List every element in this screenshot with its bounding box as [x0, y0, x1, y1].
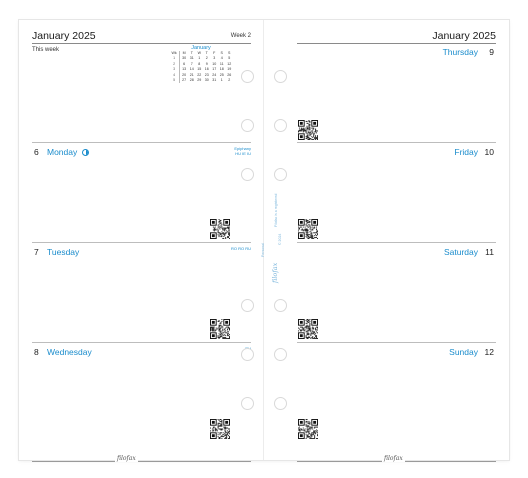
mini-calendar-cell: 10 [212, 61, 217, 66]
header-rule [32, 43, 251, 44]
mini-calendar-cell: 2 [228, 78, 231, 83]
qr-code-icon [298, 319, 318, 339]
mini-calendar-cell: 14 [189, 67, 194, 72]
mini-calendar-header: S [228, 51, 231, 55]
day-name: Friday [454, 147, 478, 157]
right-page [264, 20, 509, 460]
day-divider [32, 342, 251, 343]
day-name: Monday [47, 147, 78, 157]
mini-calendar-cell: 1 [169, 56, 180, 61]
day-divider [297, 242, 496, 243]
mini-calendar-cell: 27 [182, 78, 187, 83]
mini-calendar-header: W [197, 51, 201, 55]
binder-hole [241, 348, 254, 361]
day-number: 12 [484, 347, 494, 357]
mini-calendar-cell: 1 [220, 78, 223, 83]
filofax-logo: filofax [117, 455, 136, 462]
mini-calendar-cell: 23 [204, 72, 209, 77]
mini-calendar-cell: 18 [219, 67, 224, 72]
mini-calendar-cell: 4 [220, 56, 223, 61]
binder-hole [274, 70, 287, 83]
mini-calendar-header: S [220, 51, 223, 55]
qr-code-icon [210, 319, 230, 339]
spine-line: © 2024 [278, 233, 282, 245]
binder-hole [241, 70, 254, 83]
day-number: 8 [34, 347, 39, 357]
mini-calendar-cell: 11 [219, 61, 224, 66]
day-number: 10 [484, 147, 494, 157]
day-name: Thursday [442, 47, 478, 57]
day-divider [32, 142, 251, 143]
binder-hole [241, 119, 254, 132]
this-week-label: This week [32, 47, 60, 53]
day-name: Tuesday [47, 247, 80, 257]
week-number: Week 2 [230, 33, 251, 39]
binder-hole [274, 299, 287, 312]
mini-calendar-grid [169, 51, 233, 83]
spine-line: Filofax is a registered [274, 193, 278, 227]
binder-hole [274, 348, 287, 361]
footer-rule [32, 461, 251, 462]
day-number: 9 [489, 47, 494, 57]
holiday-note [234, 146, 251, 156]
filofax-logo: filofax [384, 455, 403, 462]
mini-calendar-cell: 13 [182, 67, 187, 72]
mini-calendar-cell: 6 [183, 61, 186, 66]
qr-code-icon [210, 219, 230, 239]
day-divider [297, 142, 496, 143]
mini-calendar-cell: 29 [197, 78, 202, 83]
mini-calendar-cell: 31 [189, 56, 194, 61]
left-month-title: January 2025 [32, 30, 96, 42]
moon-phase-icon [82, 149, 89, 156]
qr-code-icon [298, 419, 318, 439]
binder-hole [241, 299, 254, 312]
mini-calendar-cell: 31 [212, 78, 217, 83]
mini-calendar-cell: 3 [213, 56, 216, 61]
qr-code-icon [298, 219, 318, 239]
holiday-note: RO RO RU [231, 246, 251, 251]
mini-calendar-cell: 21 [189, 72, 194, 77]
mini-calendar-cell: 16 [204, 67, 209, 72]
binder-hole [274, 168, 287, 181]
binder-hole [274, 119, 287, 132]
binder-hole [274, 397, 287, 410]
spine-imprint [261, 187, 285, 287]
mini-calendar-cell: 9 [205, 61, 208, 66]
mini-calendar-cell: 15 [197, 67, 202, 72]
diary-spread [19, 20, 509, 460]
mini-calendar-cell: 26 [227, 72, 232, 77]
mini-calendar-cell: 25 [219, 72, 224, 77]
day-number: 7 [34, 247, 39, 257]
qr-code-icon [210, 419, 230, 439]
mini-calendar [169, 45, 233, 83]
holiday-regions: HU IE IU [235, 151, 251, 156]
left-page [19, 20, 264, 460]
mini-calendar-cell: 12 [227, 61, 232, 66]
mini-calendar-cell: 3 [169, 67, 180, 72]
mini-calendar-header: M [182, 51, 186, 55]
day-name: Saturday [443, 247, 478, 257]
mini-calendar-week-row [169, 78, 233, 83]
mini-calendar-cell: 24 [212, 72, 217, 77]
mini-calendar-cell: 2 [205, 56, 208, 61]
mini-calendar-cell: 28 [189, 78, 194, 83]
mini-calendar-cell: 17 [212, 67, 217, 72]
day-number: 6 [34, 147, 39, 157]
holiday-name: Epiphany [234, 146, 251, 151]
mini-calendar-cell: 2 [169, 62, 180, 67]
mini-calendar-cell: 20 [182, 72, 187, 77]
mini-calendar-cell: 22 [197, 72, 202, 77]
mini-calendar-header: T [190, 51, 193, 55]
qr-code-icon [298, 120, 318, 140]
spine-line: Personal [261, 243, 265, 257]
day-divider [297, 342, 496, 343]
day-divider [32, 242, 251, 243]
mini-calendar-cell: 5 [169, 78, 180, 83]
mini-calendar-cell: 4 [169, 73, 180, 78]
mini-calendar-cell: 5 [228, 56, 231, 61]
mini-calendar-cell: 1 [198, 56, 201, 61]
mini-calendar-title: January [191, 45, 211, 51]
day-name: Wednesday [47, 347, 92, 357]
mini-calendar-header: T [205, 51, 208, 55]
mini-calendar-header: F [213, 51, 216, 55]
mini-calendar-cell: 8 [198, 61, 201, 66]
day-name: Sunday [449, 347, 478, 357]
mini-calendar-cell: 30 [204, 78, 209, 83]
header-rule [297, 43, 496, 44]
binder-hole [241, 168, 254, 181]
mini-calendar-cell: 7 [190, 61, 193, 66]
binder-hole [241, 397, 254, 410]
mini-calendar-cell: 30 [182, 56, 187, 61]
mini-calendar-cell: 19 [227, 67, 232, 72]
spine-logo: filofax [271, 262, 279, 283]
mini-calendar-header: Wk [169, 51, 180, 56]
right-month-title: January 2025 [432, 30, 496, 42]
day-number: 11 [485, 247, 494, 257]
